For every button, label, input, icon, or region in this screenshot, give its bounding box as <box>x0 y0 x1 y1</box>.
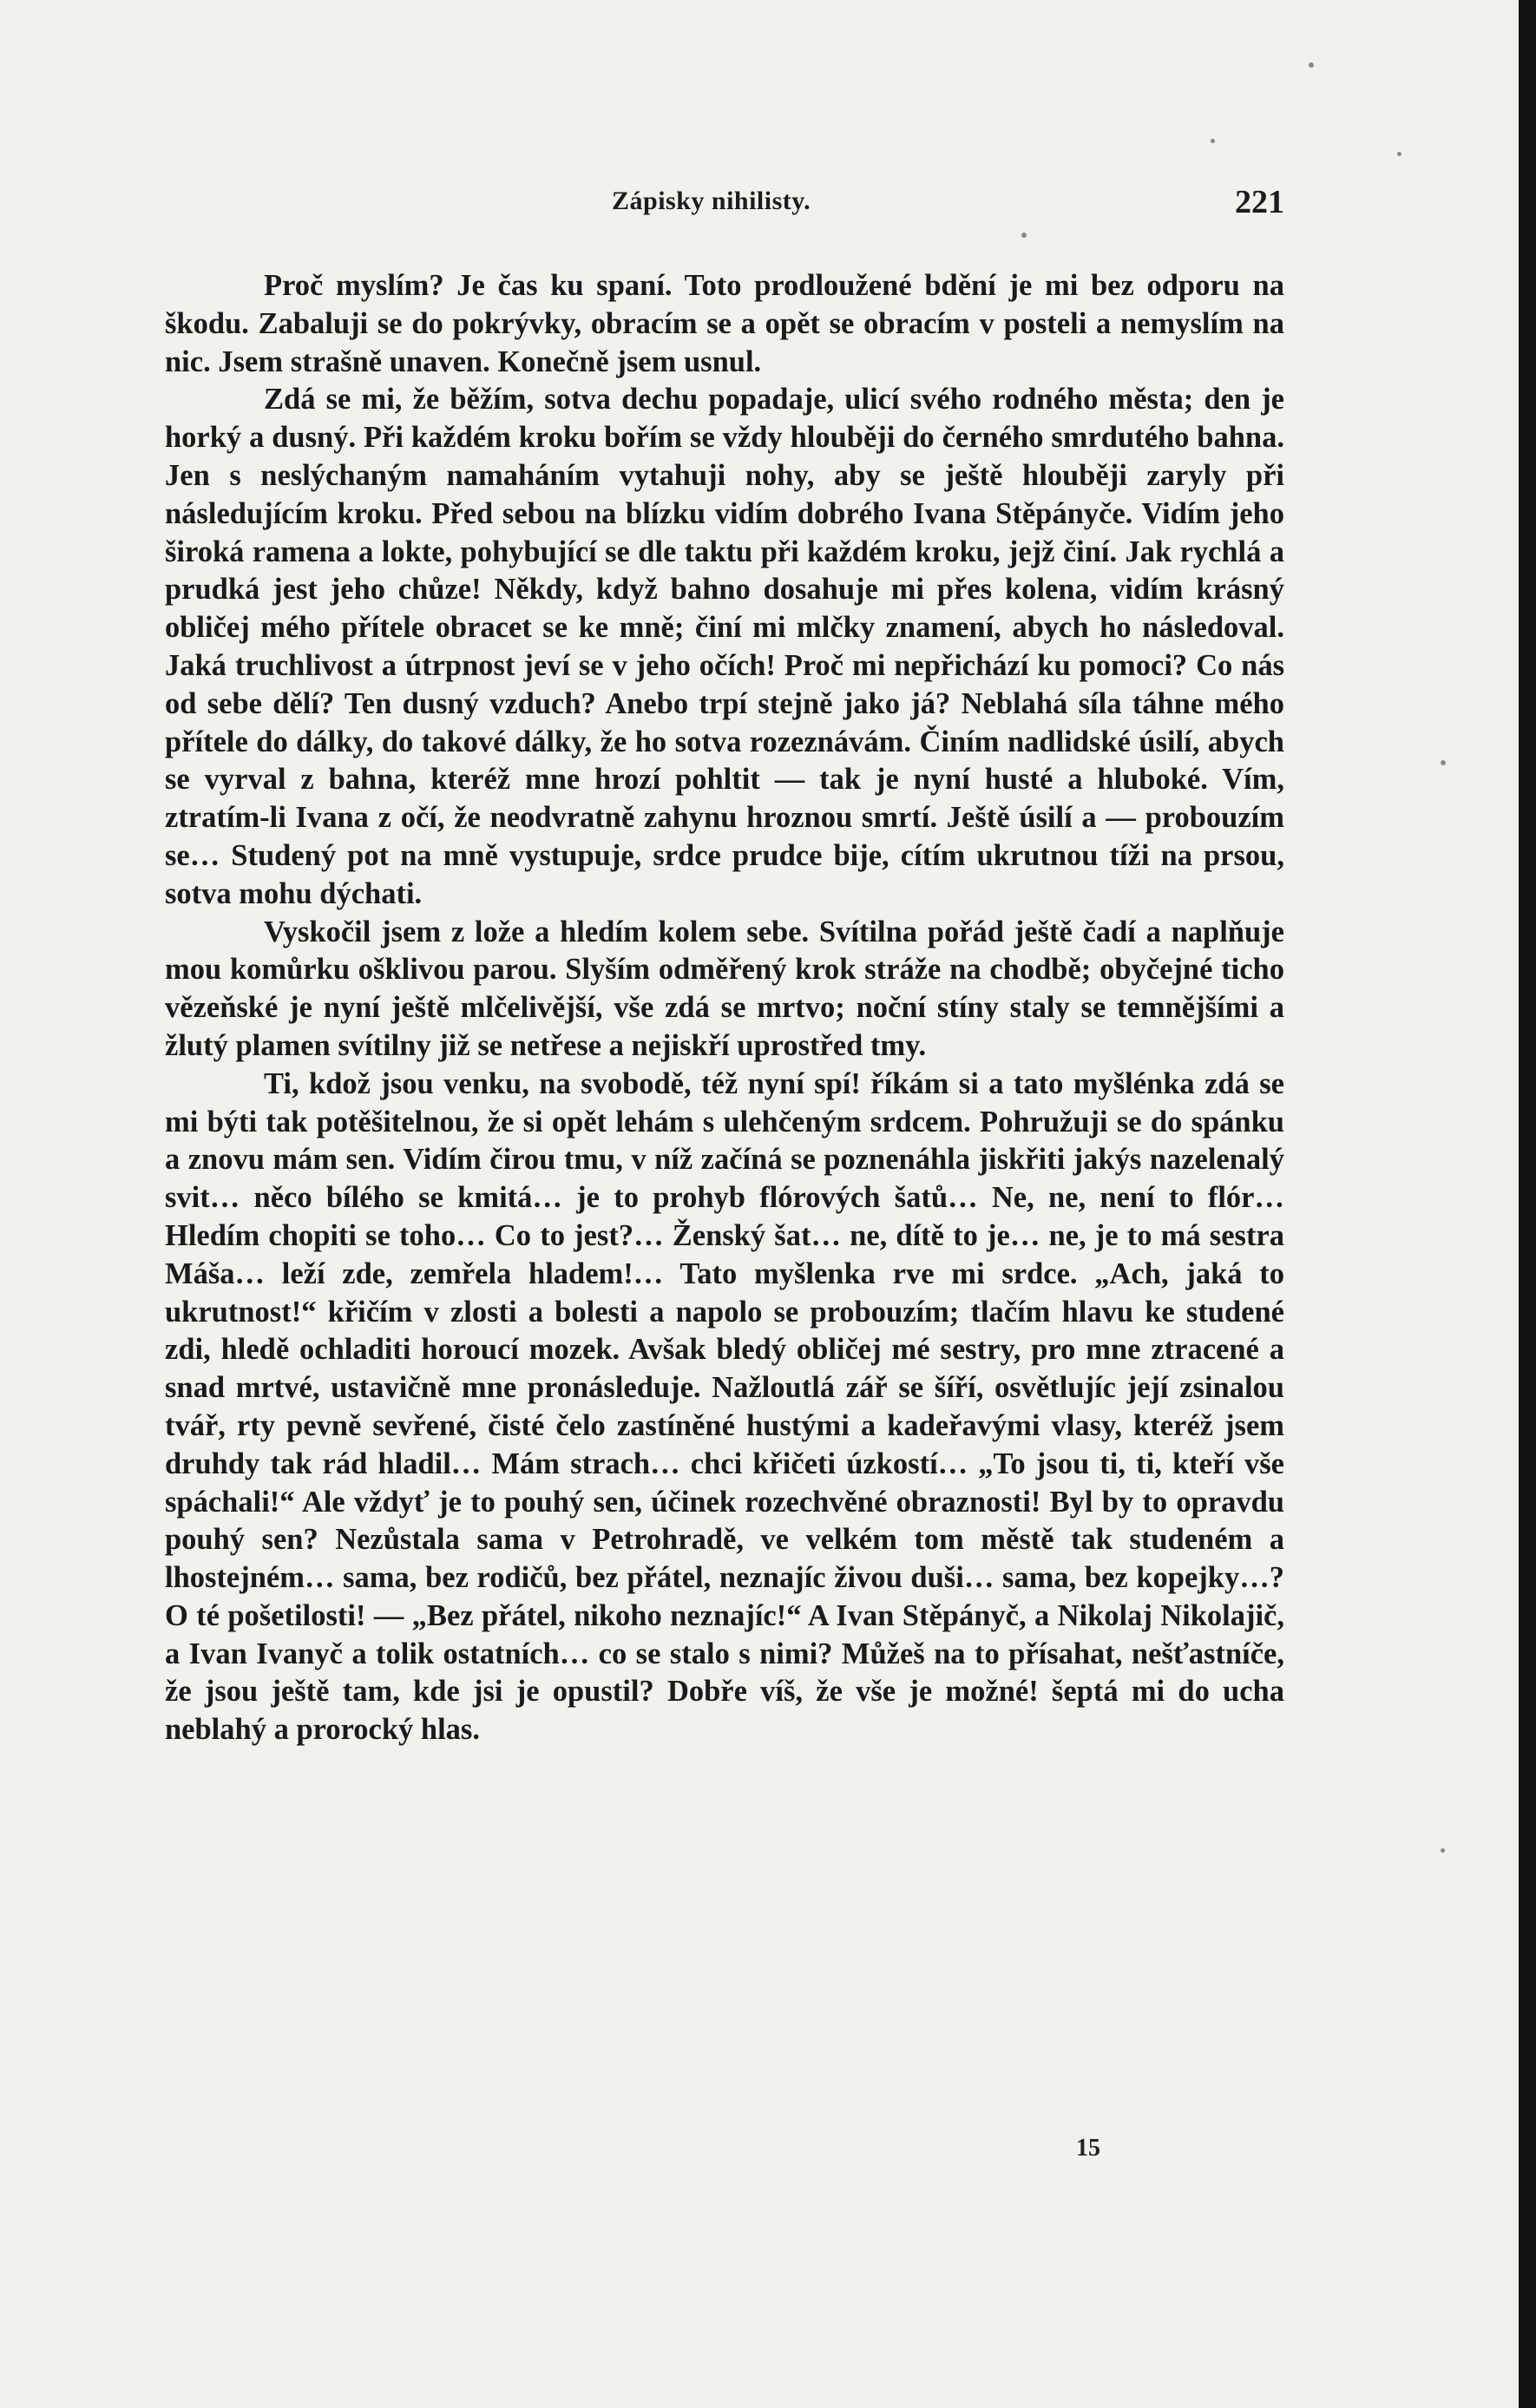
paper-speck <box>1397 152 1401 156</box>
paragraph: Vyskočil jsem z lože a hledím kolem sebe. Svítilna pořád ještě čadí a naplňuje mou komůrku ošklivou parou. Slyším odměřený krok stráže na chodbě; obyčejné ticho vězeňské je nyní ještě mlčelivější, vše zdá se mrtvo; noční stíny staly se temnějšími a žlutý plamen svítilny již se netřese a nejiskří uprostřed tmy. <box>165 915 1284 1062</box>
scan-edge <box>1519 0 1536 2408</box>
paper-speck <box>1309 62 1314 68</box>
running-title: Zápisky nihilisty. <box>612 187 811 215</box>
paper-speck <box>1441 760 1446 765</box>
paragraph: Proč myslím? Je čas ku spaní. Toto prodloužené bdění je mi bez odporu na škodu. Zabaluji se do pokrývky, obracím se a opět se obracím v posteli a nemyslím na nic. Jsem strašně unaven. Konečně jsem usnul. <box>165 269 1284 378</box>
printer-signature-mark: 15 <box>1076 2135 1100 2162</box>
page-header <box>165 178 1284 230</box>
paragraph: Ti, kdož jsou venku, na svobodě, též nyní spí! říkám si a tato myšlénka zdá se mi býti tak potěšitelnou, že si opět lehám s ulehčeným srdcem. Pohružuji se do spánku a znovu mám sen. Vidím čirou tmu, v níž začíná se poznenáhla jiskřiti jakýs nazelenalý svit… něco bílého se kmitá… je to prohyb flórových šatů… Ne, ne, není to flór… Hledím chopiti se toho… Co to jest?… Ženský šat… ne, dítě to je… ne, je to má sestra Máša… leží zde, zemřela hladem!… Tato myšlenka rve mi srdce. „Ach, jaká to ukrutnost!“ křičím v zlosti a bolesti a napolo se probouzím; tlačím hlavu ke studené zdi, hledě ochladiti horoucí mozek. Avšak bledý obličej mé sestry, pro mne ztracené a snad mrtvé, ustavičně mne pronásleduje. Nažloutlá zář se šíří, osvětlujíc její zsinalou tvář, rty pevně sevřené, čisté čelo zastíněné hustými a kadeřavými vlasy, kteréž jsem druhdy tak rád hladil… Mám strach… chci křičeti úzkostí… „To jsou ti, ti, kteří vše spáchali!“ Ale vždyť je to pouhý sen, účinek rozechvěné obraznosti! Byl by to opravdu pouhý sen? Nezůstala sama v Petrohradě, ve velkém tom městě tak studeném a lhostejném… sama, bez rodičů, bez přátel, neznajíc živou duši… sama, bez kopejky…? O té pošetilosti! — „Bez přátel, nikoho neznajíc!“ A Ivan Stěpányč, a Nikolaj Nikolajič, a Ivan Ivanyč a tolik ostatních… co se stalo s nimi? Můžeš na to přísahat, nešťastníče, že jsou ještě tam, kde jsi je opustil? Dobře víš, že vše je možné! šeptá mi do ucha neblahý a prorocký hlas. <box>165 1066 1284 1747</box>
paper-speck <box>1441 1848 1445 1853</box>
paper-speck <box>1211 139 1215 143</box>
paragraph: Zdá se mi, že běžím, sotva dechu popadaje, ulicí svého rodného města; den je horký a dusný. Při každém kroku bořím se vždy hlouběji do černého smrdutého bahna. Jen s neslýchaným namaháním vytahuji nohy, aby se ještě hlouběji zaryly při následujícím kroku. Před sebou na blízku vidím dobrého Ivana Stěpányče. Vidím jeho široká ramena a lokte, pohybující se dle taktu při každém kroku, jejž činí. Jak rychlá a prudká jest jeho chůze! Někdy, když bahno dosahuje mi přes kolena, vidím krásný obličej mého přítele obracet se ke mně; činí mi mlčky znamení, abych ho následoval. Jaká truchlivost a útrpnost jeví se v jeho očích! Proč mi nepřichází ku pomoci? Co nás od sebe dělí? Ten dusný vzduch? Anebo trpí stejně jako já? Neblahá síla táhne mého přítele do dálky, do takové dálky, že ho sotva rozeznávám. Činím nadlidské úsilí, abych se vyrval z bahna, kteréž mne hrozí pohltit — tak je nyní husté a hluboké. Vím, ztratím-li Ivana z očí, že neodvratně zahynu hroznou smrtí. Ještě úsilí a — probouzím se… Studený pot na mně vystupuje, srdce prudce bije, cítím ukrutnou tíži na prsou, sotva mohu dýchati. <box>165 383 1284 910</box>
paper-speck <box>1021 233 1027 238</box>
page-number: 221 <box>1235 184 1284 220</box>
body-text <box>165 267 1284 1749</box>
